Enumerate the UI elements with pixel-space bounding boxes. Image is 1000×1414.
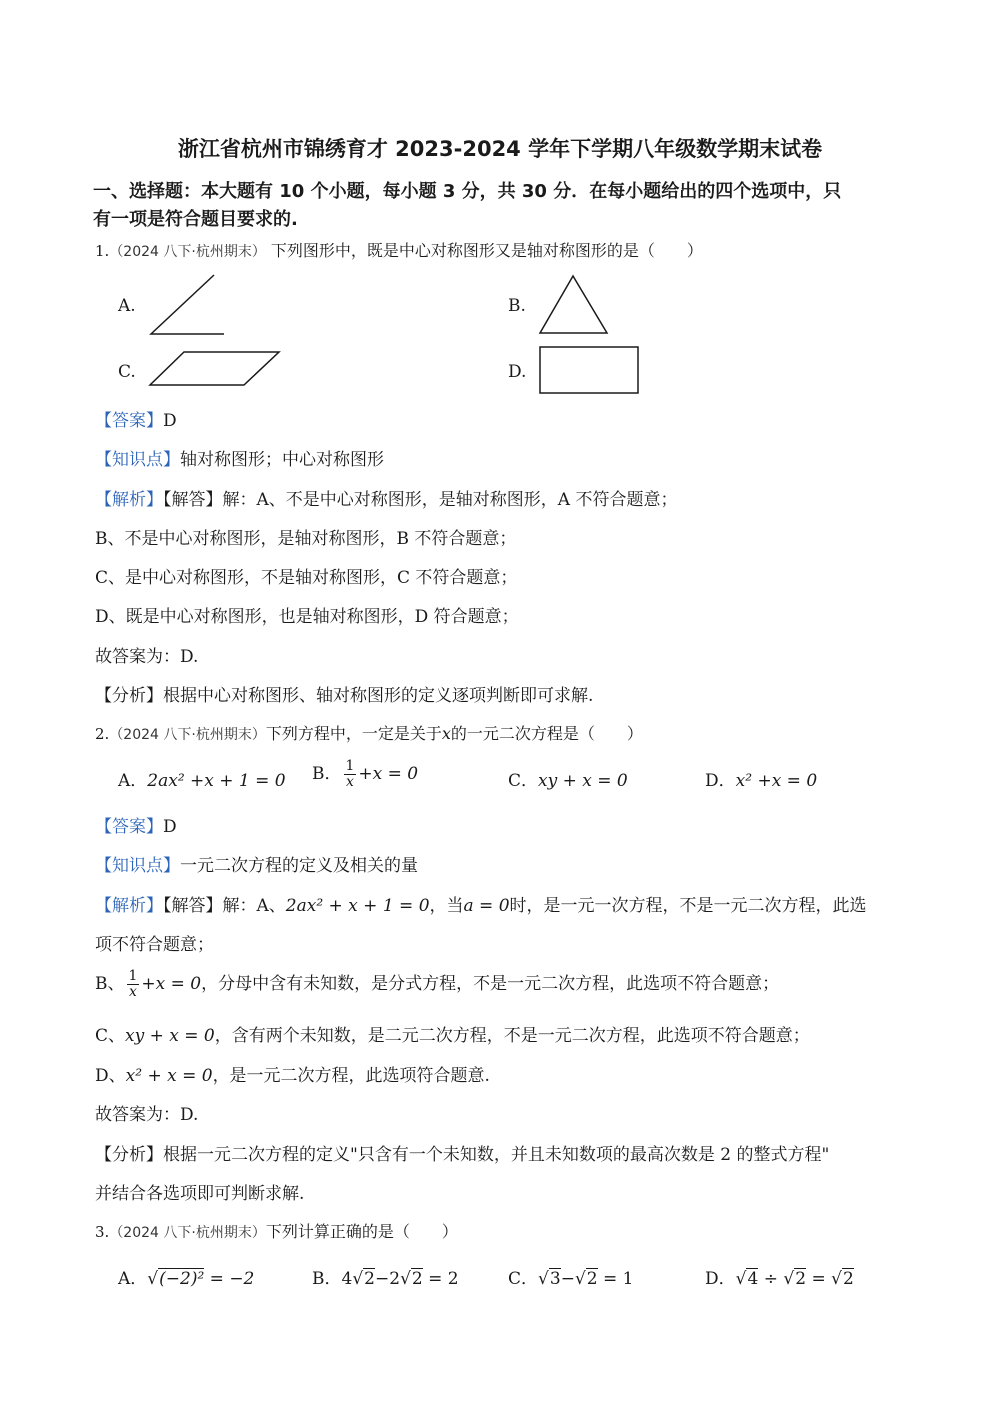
option-math: xy + x = 0 (538, 771, 628, 791)
option-math: = 1 (597, 1269, 634, 1289)
q3-option-d (705, 1264, 854, 1289)
fenxi-tag: 【分析】 (95, 1145, 163, 1165)
analysis-math: a = 0 (463, 896, 510, 916)
analysis-math: +x = 0 (141, 974, 202, 994)
option-label: C． (508, 1269, 539, 1289)
analysis-text: B、 (95, 974, 125, 994)
analysis-text: ，当 (429, 896, 464, 916)
analysis-math: 2ax² + x + 1 = 0 (285, 896, 430, 916)
option-math: ÷ (758, 1269, 784, 1289)
q1-analysis-line: D、既是中心对称图形，也是轴对称图形，D 符合题意； (95, 607, 519, 627)
answer-value: D (163, 411, 177, 431)
analysis-text: ，是一元二次方程，此选项符合题意. (212, 1066, 490, 1086)
fraction (344, 759, 357, 790)
analysis-text: 时，是一元一次方程，不是一元二次方程，此选 (509, 896, 867, 916)
option-math: 2ax² +x + 1 = 0 (147, 771, 286, 791)
q1-option-a-label: A. (118, 296, 136, 316)
sqrt-sign: √ (147, 1269, 159, 1289)
radicand: 2 (411, 1269, 423, 1289)
q2-analysis-line (95, 1021, 810, 1046)
option-label: A． (118, 1269, 148, 1289)
q2-analysis-line (95, 1061, 490, 1086)
q2-knowledge (95, 851, 418, 876)
parallelogram-shape (150, 352, 279, 385)
question-source: （2024 八下·杭州期末） (109, 1225, 266, 1241)
q1-fenxi (95, 681, 593, 706)
q1-knowledge (95, 445, 384, 470)
option-math: x² +x = 0 (735, 771, 818, 791)
q1-option-d-label: D. (508, 362, 527, 382)
knowledge-tag: 【知识点】 (95, 450, 180, 470)
q2-fenxi-line2: 并结合各选项即可判断求解. (95, 1184, 305, 1204)
question-number: 1. (95, 242, 110, 260)
q1-option-c-figure (148, 350, 282, 388)
angle-shape (151, 275, 224, 334)
q2-option-c (508, 766, 628, 791)
analysis-text: 解：A、不是中心对称图形，是轴对称图形，A 不符合题意； (222, 490, 678, 510)
fraction-denominator: x (346, 774, 354, 790)
question-text: 下列方程中，一定是关于 (265, 724, 442, 743)
question-number: 2. (95, 725, 110, 743)
q3-option-c (508, 1264, 633, 1289)
q2-analysis-line (95, 969, 779, 1000)
q1-conclusion: 故答案为：D. (95, 647, 199, 667)
knowledge-value: 一元二次方程的定义及相关的量 (180, 856, 418, 876)
question-1-stem (95, 238, 703, 261)
q1-option-b-label: B. (508, 296, 526, 316)
analysis-text: 解：A、 (222, 896, 286, 916)
q2-analysis-line: 项不符合题意； (95, 935, 214, 955)
radicand: 2 (586, 1269, 598, 1289)
sqrt-sign: √ (574, 1269, 586, 1289)
question-text: 下列计算正确的是（ ） (265, 1222, 458, 1241)
radicand: (−2)² (159, 1269, 205, 1289)
sqrt-sign: √ (735, 1269, 747, 1289)
analysis-text: C、 (95, 1026, 126, 1046)
option-math: +x = 0 (358, 764, 419, 784)
question-2-stem (95, 721, 643, 744)
analysis-tag: 【解析】 (95, 490, 163, 510)
radicand: 2 (842, 1269, 854, 1289)
section-heading-line1: 一、选择题：本大题有 10 个小题，每小题 3 分，共 30 分．在每小题给出的四个选项中，只 (93, 181, 842, 202)
question-text: 下列图形中，既是中心对称图形又是轴对称图形的是（ ） (265, 241, 703, 260)
q1-option-d-figure (538, 345, 640, 395)
fenxi-text: 根据中心对称图形、轴对称图形的定义逐项判断即可求解. (163, 686, 594, 706)
analysis-sub-tag: 【解答】 (163, 490, 223, 510)
question-number: 3. (95, 1223, 110, 1241)
option-math: 4 (341, 1269, 353, 1289)
q2-answer (95, 812, 177, 837)
q2-conclusion: 故答案为：D. (95, 1105, 199, 1125)
sqrt-sign: √ (831, 1269, 842, 1289)
analysis-sub-tag: 【解答】 (163, 896, 223, 916)
fraction-numerator: 1 (128, 968, 138, 984)
analysis-tag: 【解析】 (95, 896, 163, 916)
fenxi-text: 根据一元二次方程的定义"只含有一个未知数，并且未知数项的最高次数是 2 的整式方程" (163, 1145, 830, 1165)
analysis-text: ，含有两个未知数，是二元二次方程，不是一元二次方程，此选项不符合题意； (214, 1026, 810, 1046)
triangle-shape (540, 276, 607, 333)
radicand: 2 (795, 1269, 807, 1289)
q3-option-a (118, 1264, 254, 1289)
option-math: = 2 (422, 1269, 459, 1289)
sqrt-sign: √ (538, 1269, 549, 1289)
question-text: 的一元二次方程是（ ） (450, 724, 643, 743)
q2-option-d (705, 766, 817, 791)
q2-fenxi (95, 1140, 829, 1165)
fraction (127, 969, 140, 1000)
radicand: 2 (364, 1269, 375, 1289)
q1-option-b-figure (538, 274, 610, 336)
page-title: 浙江省杭州市锦绣育才 2023-2024 学年下学期八年级数学期末试卷 (177, 137, 823, 161)
option-label: B． (312, 1269, 342, 1289)
option-math: − (560, 1269, 575, 1289)
option-label: C． (508, 771, 539, 791)
q1-analysis-line (95, 485, 677, 510)
fenxi-tag: 【分析】 (95, 686, 163, 706)
answer-tag: 【答案】 (95, 411, 163, 431)
radicand: 4 (747, 1269, 759, 1289)
knowledge-value: 轴对称图形；中心对称图形 (180, 450, 384, 470)
q2-analysis-line (95, 891, 867, 916)
option-label: D． (705, 1269, 736, 1289)
option-math: −2 (375, 1269, 401, 1289)
question-source: （2024 八下·杭州期末） (109, 727, 266, 743)
q1-analysis-line: C、是中心对称图形，不是轴对称图形，C 不符合题意； (95, 568, 518, 588)
q1-option-a-figure (148, 274, 228, 336)
answer-tag: 【答案】 (95, 817, 163, 837)
question-variable: x (441, 724, 451, 743)
option-label: D． (705, 771, 736, 791)
question-source: （2024 八下·杭州期末） (109, 244, 266, 260)
option-math: = −2 (204, 1269, 255, 1289)
q1-option-c-label: C. (118, 362, 136, 382)
rectangle-shape (540, 347, 638, 393)
q3-option-b (312, 1264, 459, 1289)
knowledge-tag: 【知识点】 (95, 856, 180, 876)
option-label: A． (118, 771, 148, 791)
analysis-text: ，分母中含有未知数，是分式方程，不是一元二次方程，此选项不符合题意； (201, 974, 780, 994)
fraction-denominator: x (129, 984, 137, 1000)
fraction-numerator: 1 (345, 758, 355, 774)
option-label: B． (312, 764, 342, 784)
sqrt-sign: √ (400, 1269, 411, 1289)
q1-analysis-line: B、不是中心对称图形，是轴对称图形，B 不符合题意； (95, 529, 517, 549)
radicand: 3 (549, 1269, 561, 1289)
analysis-text: D、 (95, 1066, 126, 1086)
option-math: = (806, 1269, 832, 1289)
sqrt-sign: √ (783, 1269, 795, 1289)
analysis-math: x² + x = 0 (125, 1066, 213, 1086)
q2-option-b (312, 759, 418, 790)
q1-answer (95, 406, 177, 431)
answer-value: D (163, 817, 177, 837)
sqrt-sign: √ (352, 1269, 364, 1289)
q2-option-a (118, 766, 286, 791)
question-3-stem (95, 1219, 458, 1242)
section-heading-line2: 有一项是符合题目要求的. (93, 209, 298, 230)
analysis-math: xy + x = 0 (125, 1026, 215, 1046)
